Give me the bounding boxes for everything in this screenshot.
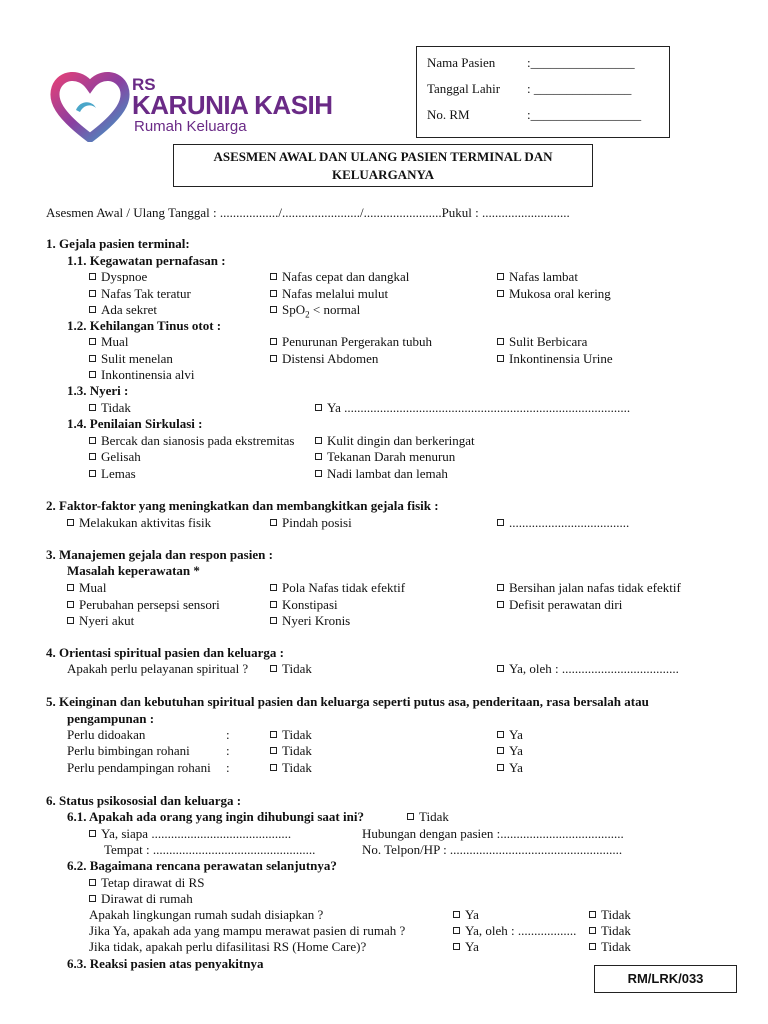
checkbox-icon bbox=[270, 306, 277, 313]
checkbox-icon bbox=[497, 665, 504, 672]
logo-sub: Rumah Keluarga bbox=[134, 118, 247, 135]
checkbox-mukosa-oral[interactable]: Mukosa oral kering bbox=[497, 286, 611, 302]
checkbox-icon bbox=[89, 306, 96, 313]
checkbox-lingkungan-tidak[interactable]: Tidak bbox=[589, 907, 631, 923]
telpon-field[interactable]: No. Telpon/HP : ..................................................... bbox=[362, 842, 623, 857]
question-home-care: Jika tidak, apakah perlu difasilitasi RS (Home Care)? bbox=[89, 939, 367, 954]
checkbox-icon bbox=[270, 584, 277, 591]
checkbox-persepsi-sensori[interactable]: Perubahan persepsi sensori bbox=[67, 597, 220, 613]
checkbox-icon bbox=[89, 290, 96, 297]
checkbox-pendampingan-ya[interactable]: Ya bbox=[497, 760, 523, 776]
document-title: ASESMEN AWAL DAN ULANG PASIEN TERMINAL DAN KELUARGANYA bbox=[173, 144, 593, 187]
checkbox-lainnya[interactable]: ..................................... bbox=[497, 515, 629, 531]
checkbox-icon bbox=[270, 338, 277, 345]
checkbox-pindah-posisi[interactable]: Pindah posisi bbox=[270, 515, 352, 531]
checkbox-icon bbox=[497, 273, 504, 280]
checkbox-icon bbox=[315, 437, 322, 444]
checkbox-icon bbox=[270, 519, 277, 526]
checkbox-spiritual-ya[interactable]: Ya, oleh : .................................... bbox=[497, 661, 679, 677]
patient-dob-label: Tanggal Lahir bbox=[427, 81, 501, 96]
checkbox-spiritual-tidak[interactable]: Tidak bbox=[270, 661, 312, 677]
checkbox-didoakan-ya[interactable]: Ya bbox=[497, 727, 523, 743]
spiritual-question: Apakah perlu pelayanan spiritual ? bbox=[67, 661, 249, 676]
patient-name-label: Nama Pasien bbox=[427, 55, 496, 70]
row-colon: : bbox=[226, 727, 230, 742]
checkbox-spo2[interactable]: SpO$_2$ < normal bbox=[270, 302, 360, 323]
checkbox-sulit-menelan[interactable]: Sulit menelan bbox=[89, 351, 173, 367]
checkbox-icon bbox=[89, 338, 96, 345]
checkbox-icon bbox=[315, 404, 322, 411]
section-6-heading: 6. Status psikososial dan keluarga : bbox=[46, 793, 242, 808]
checkbox-icon bbox=[453, 927, 460, 934]
checkbox-icon bbox=[497, 584, 504, 591]
checkbox-dyspnoe[interactable]: Dyspnoe bbox=[89, 269, 147, 285]
checkbox-pola-nafas[interactable]: Pola Nafas tidak efektif bbox=[270, 580, 405, 596]
patient-info-box bbox=[416, 46, 670, 138]
checkbox-icon bbox=[67, 584, 74, 591]
checkbox-bimbingan-tidak[interactable]: Tidak bbox=[270, 743, 312, 759]
checkbox-nyeri-tidak[interactable]: Tidak bbox=[89, 400, 131, 416]
checkbox-nadi-lambat[interactable]: Nadi lambat dan lemah bbox=[315, 466, 448, 482]
checkbox-icon bbox=[497, 355, 504, 362]
section-6-2-heading: 6.2. Bagaimana rencana perawatan selanjutnya? bbox=[67, 858, 337, 873]
checkbox-dirawat-rumah[interactable]: Dirawat di rumah bbox=[89, 891, 193, 907]
logo-name: KARUNIA KASIH bbox=[132, 90, 333, 120]
section-1-heading: 1. Gejala pasien terminal: bbox=[46, 236, 190, 251]
checkbox-mual-3[interactable]: Mual bbox=[67, 580, 106, 596]
checkbox-icon bbox=[497, 290, 504, 297]
patient-rm-label: No. RM bbox=[427, 107, 470, 122]
checkbox-icon bbox=[407, 813, 414, 820]
checkbox-icon bbox=[270, 355, 277, 362]
checkbox-lemas[interactable]: Lemas bbox=[89, 466, 136, 482]
checkbox-tekanan-darah[interactable]: Tekanan Darah menurun bbox=[315, 449, 455, 465]
checkbox-icon bbox=[497, 731, 504, 738]
checkbox-hubungi-ya[interactable]: Ya, siapa ........................................... bbox=[89, 826, 291, 842]
question-merawat: Jika Ya, apakah ada yang mampu merawat pasien di rumah ? bbox=[89, 923, 406, 938]
checkbox-nyeri-akut[interactable]: Nyeri akut bbox=[67, 613, 134, 629]
checkbox-nyeri-ya[interactable]: Ya ........................................................................................ bbox=[315, 400, 630, 416]
section-6-3-heading: 6.3. Reaksi pasien atas penyakitnya bbox=[67, 956, 264, 971]
checkbox-konstipasi[interactable]: Konstipasi bbox=[270, 597, 338, 613]
checkbox-defisit-perawatan[interactable]: Defisit perawatan diri bbox=[497, 597, 622, 613]
checkbox-nafas-mulut[interactable]: Nafas melalui mulut bbox=[270, 286, 388, 302]
checkbox-icon bbox=[270, 601, 277, 608]
checkbox-bimbingan-ya[interactable]: Ya bbox=[497, 743, 523, 759]
checkbox-icon bbox=[453, 943, 460, 950]
checkbox-nafas-tak-teratur[interactable]: Nafas Tak teratur bbox=[89, 286, 191, 302]
checkbox-nyeri-kronis[interactable]: Nyeri Kronis bbox=[270, 613, 350, 629]
checkbox-icon bbox=[67, 617, 74, 624]
checkbox-inkontinensia-alvi[interactable]: Inkontinensia alvi bbox=[89, 367, 195, 383]
checkbox-hubungi-tidak[interactable]: Tidak bbox=[407, 809, 449, 825]
checkbox-icon bbox=[497, 601, 504, 608]
section-3-subheading: Masalah keperawatan * bbox=[67, 563, 200, 578]
checkbox-icon bbox=[270, 731, 277, 738]
section-3-heading: 3. Manajemen gejala dan respon pasien : bbox=[46, 547, 273, 562]
checkbox-icon bbox=[270, 747, 277, 754]
checkbox-icon bbox=[453, 911, 460, 918]
checkbox-homecare-ya[interactable]: Ya bbox=[453, 939, 479, 955]
checkbox-icon bbox=[497, 747, 504, 754]
row-label: Perlu pendampingan rohani bbox=[67, 760, 211, 775]
patient-dob-field[interactable]: : _______________ bbox=[527, 81, 632, 96]
checkbox-merawat-tidak[interactable]: Tidak bbox=[589, 923, 631, 939]
checkbox-homecare-tidak[interactable]: Tidak bbox=[589, 939, 631, 955]
checkbox-icon bbox=[270, 617, 277, 624]
row-colon: : bbox=[226, 760, 230, 775]
section-1-4-heading: 1.4. Penilaian Sirkulasi : bbox=[67, 416, 203, 431]
tempat-field[interactable]: Tempat : .................................................. bbox=[104, 842, 316, 857]
checkbox-merawat-ya[interactable]: Ya, oleh : .................. bbox=[453, 923, 576, 939]
row-label: Perlu bimbingan rohani bbox=[67, 743, 190, 758]
checkbox-gelisah[interactable]: Gelisah bbox=[89, 449, 141, 465]
row-colon: : bbox=[226, 743, 230, 758]
section-1-1-heading: 1.1. Kegawatan pernafasan : bbox=[67, 253, 226, 268]
checkbox-penurunan-gerak[interactable]: Penurunan Pergerakan tubuh bbox=[270, 334, 432, 350]
checkbox-lingkungan-ya[interactable]: Ya bbox=[453, 907, 479, 923]
patient-rm-field[interactable]: :_________________ bbox=[527, 107, 642, 122]
checkbox-icon bbox=[89, 895, 96, 902]
checkbox-icon bbox=[89, 470, 96, 477]
checkbox-icon bbox=[89, 404, 96, 411]
checkbox-icon bbox=[497, 519, 504, 526]
form-code-badge: RM/LRK/033 bbox=[594, 965, 737, 993]
checkbox-kulit-dingin[interactable]: Kulit dingin dan berkeringat bbox=[315, 433, 475, 449]
checkbox-sulit-bicara[interactable]: Sulit Berbicara bbox=[497, 334, 587, 350]
checkbox-icon bbox=[67, 519, 74, 526]
checkbox-icon bbox=[497, 764, 504, 771]
logo-rs: RS bbox=[132, 75, 156, 94]
section-2-heading: 2. Faktor-faktor yang meningkatkan dan membangkitkan gejala fisik : bbox=[46, 498, 439, 513]
checkbox-icon bbox=[315, 470, 322, 477]
checkbox-icon bbox=[89, 437, 96, 444]
checkbox-icon bbox=[270, 273, 277, 280]
row-label: Perlu didoakan bbox=[67, 727, 146, 742]
checkbox-nafas-cepat[interactable]: Nafas cepat dan dangkal bbox=[270, 269, 409, 285]
section-5-heading-cont: pengampunan : bbox=[67, 711, 155, 726]
checkbox-mual[interactable]: Mual bbox=[89, 334, 128, 350]
checkbox-nafas-lambat[interactable]: Nafas lambat bbox=[497, 269, 578, 285]
section-4-heading: 4. Orientasi spiritual pasien dan keluarga : bbox=[46, 645, 284, 660]
question-lingkungan: Apakah lingkungan rumah sudah disiapkan ? bbox=[89, 907, 324, 922]
checkbox-icon bbox=[67, 601, 74, 608]
asesmen-date-line[interactable]: Asesmen Awal / Ulang Tanggal : ................../......................../........................Pukul : ........................... bbox=[46, 205, 570, 220]
checkbox-icon bbox=[589, 943, 596, 950]
heart-logo-icon bbox=[50, 70, 130, 142]
patient-name-field[interactable]: :________________ bbox=[527, 55, 635, 70]
checkbox-icon bbox=[270, 290, 277, 297]
checkbox-icon bbox=[497, 338, 504, 345]
section-1-2-heading: 1.2. Kehilangan Tinus otot : bbox=[67, 318, 222, 333]
checkbox-tetap-dirawat[interactable]: Tetap dirawat di RS bbox=[89, 875, 204, 891]
checkbox-aktivitas-fisik[interactable]: Melakukan aktivitas fisik bbox=[67, 515, 211, 531]
section-1-3-heading: 1.3. Nyeri : bbox=[67, 383, 129, 398]
checkbox-icon bbox=[589, 911, 596, 918]
checkbox-bercak[interactable]: Bercak dan sianosis pada ekstremitas bbox=[89, 433, 295, 449]
section-6-1-heading: 6.1. Apakah ada orang yang ingin dihubungi saat ini? bbox=[67, 809, 364, 824]
checkbox-bersihan-jalan-nafas[interactable]: Bersihan jalan nafas tidak efektif bbox=[497, 580, 681, 596]
checkbox-icon bbox=[89, 830, 96, 837]
checkbox-icon bbox=[89, 273, 96, 280]
hubungan-field[interactable]: Hubungan dengan pasien :...................................... bbox=[362, 826, 624, 841]
checkbox-pendampingan-tidak[interactable]: Tidak bbox=[270, 760, 312, 776]
hospital-logo bbox=[50, 70, 350, 140]
checkbox-icon bbox=[589, 927, 596, 934]
checkbox-icon bbox=[89, 355, 96, 362]
checkbox-icon bbox=[89, 879, 96, 886]
section-5-heading: 5. Keinginan dan kebutuhan spiritual pasien dan keluarga seperti putus asa, penderitaan, rasa bersalah atau bbox=[46, 694, 649, 709]
checkbox-icon bbox=[89, 371, 96, 378]
checkbox-ada-sekret[interactable]: Ada sekret bbox=[89, 302, 157, 318]
checkbox-inkontinensia-urine[interactable]: Inkontinensia Urine bbox=[497, 351, 613, 367]
checkbox-didoakan-tidak[interactable]: Tidak bbox=[270, 727, 312, 743]
checkbox-icon bbox=[315, 453, 322, 460]
checkbox-icon bbox=[270, 665, 277, 672]
checkbox-icon bbox=[89, 453, 96, 460]
checkbox-distensi[interactable]: Distensi Abdomen bbox=[270, 351, 378, 367]
checkbox-icon bbox=[270, 764, 277, 771]
